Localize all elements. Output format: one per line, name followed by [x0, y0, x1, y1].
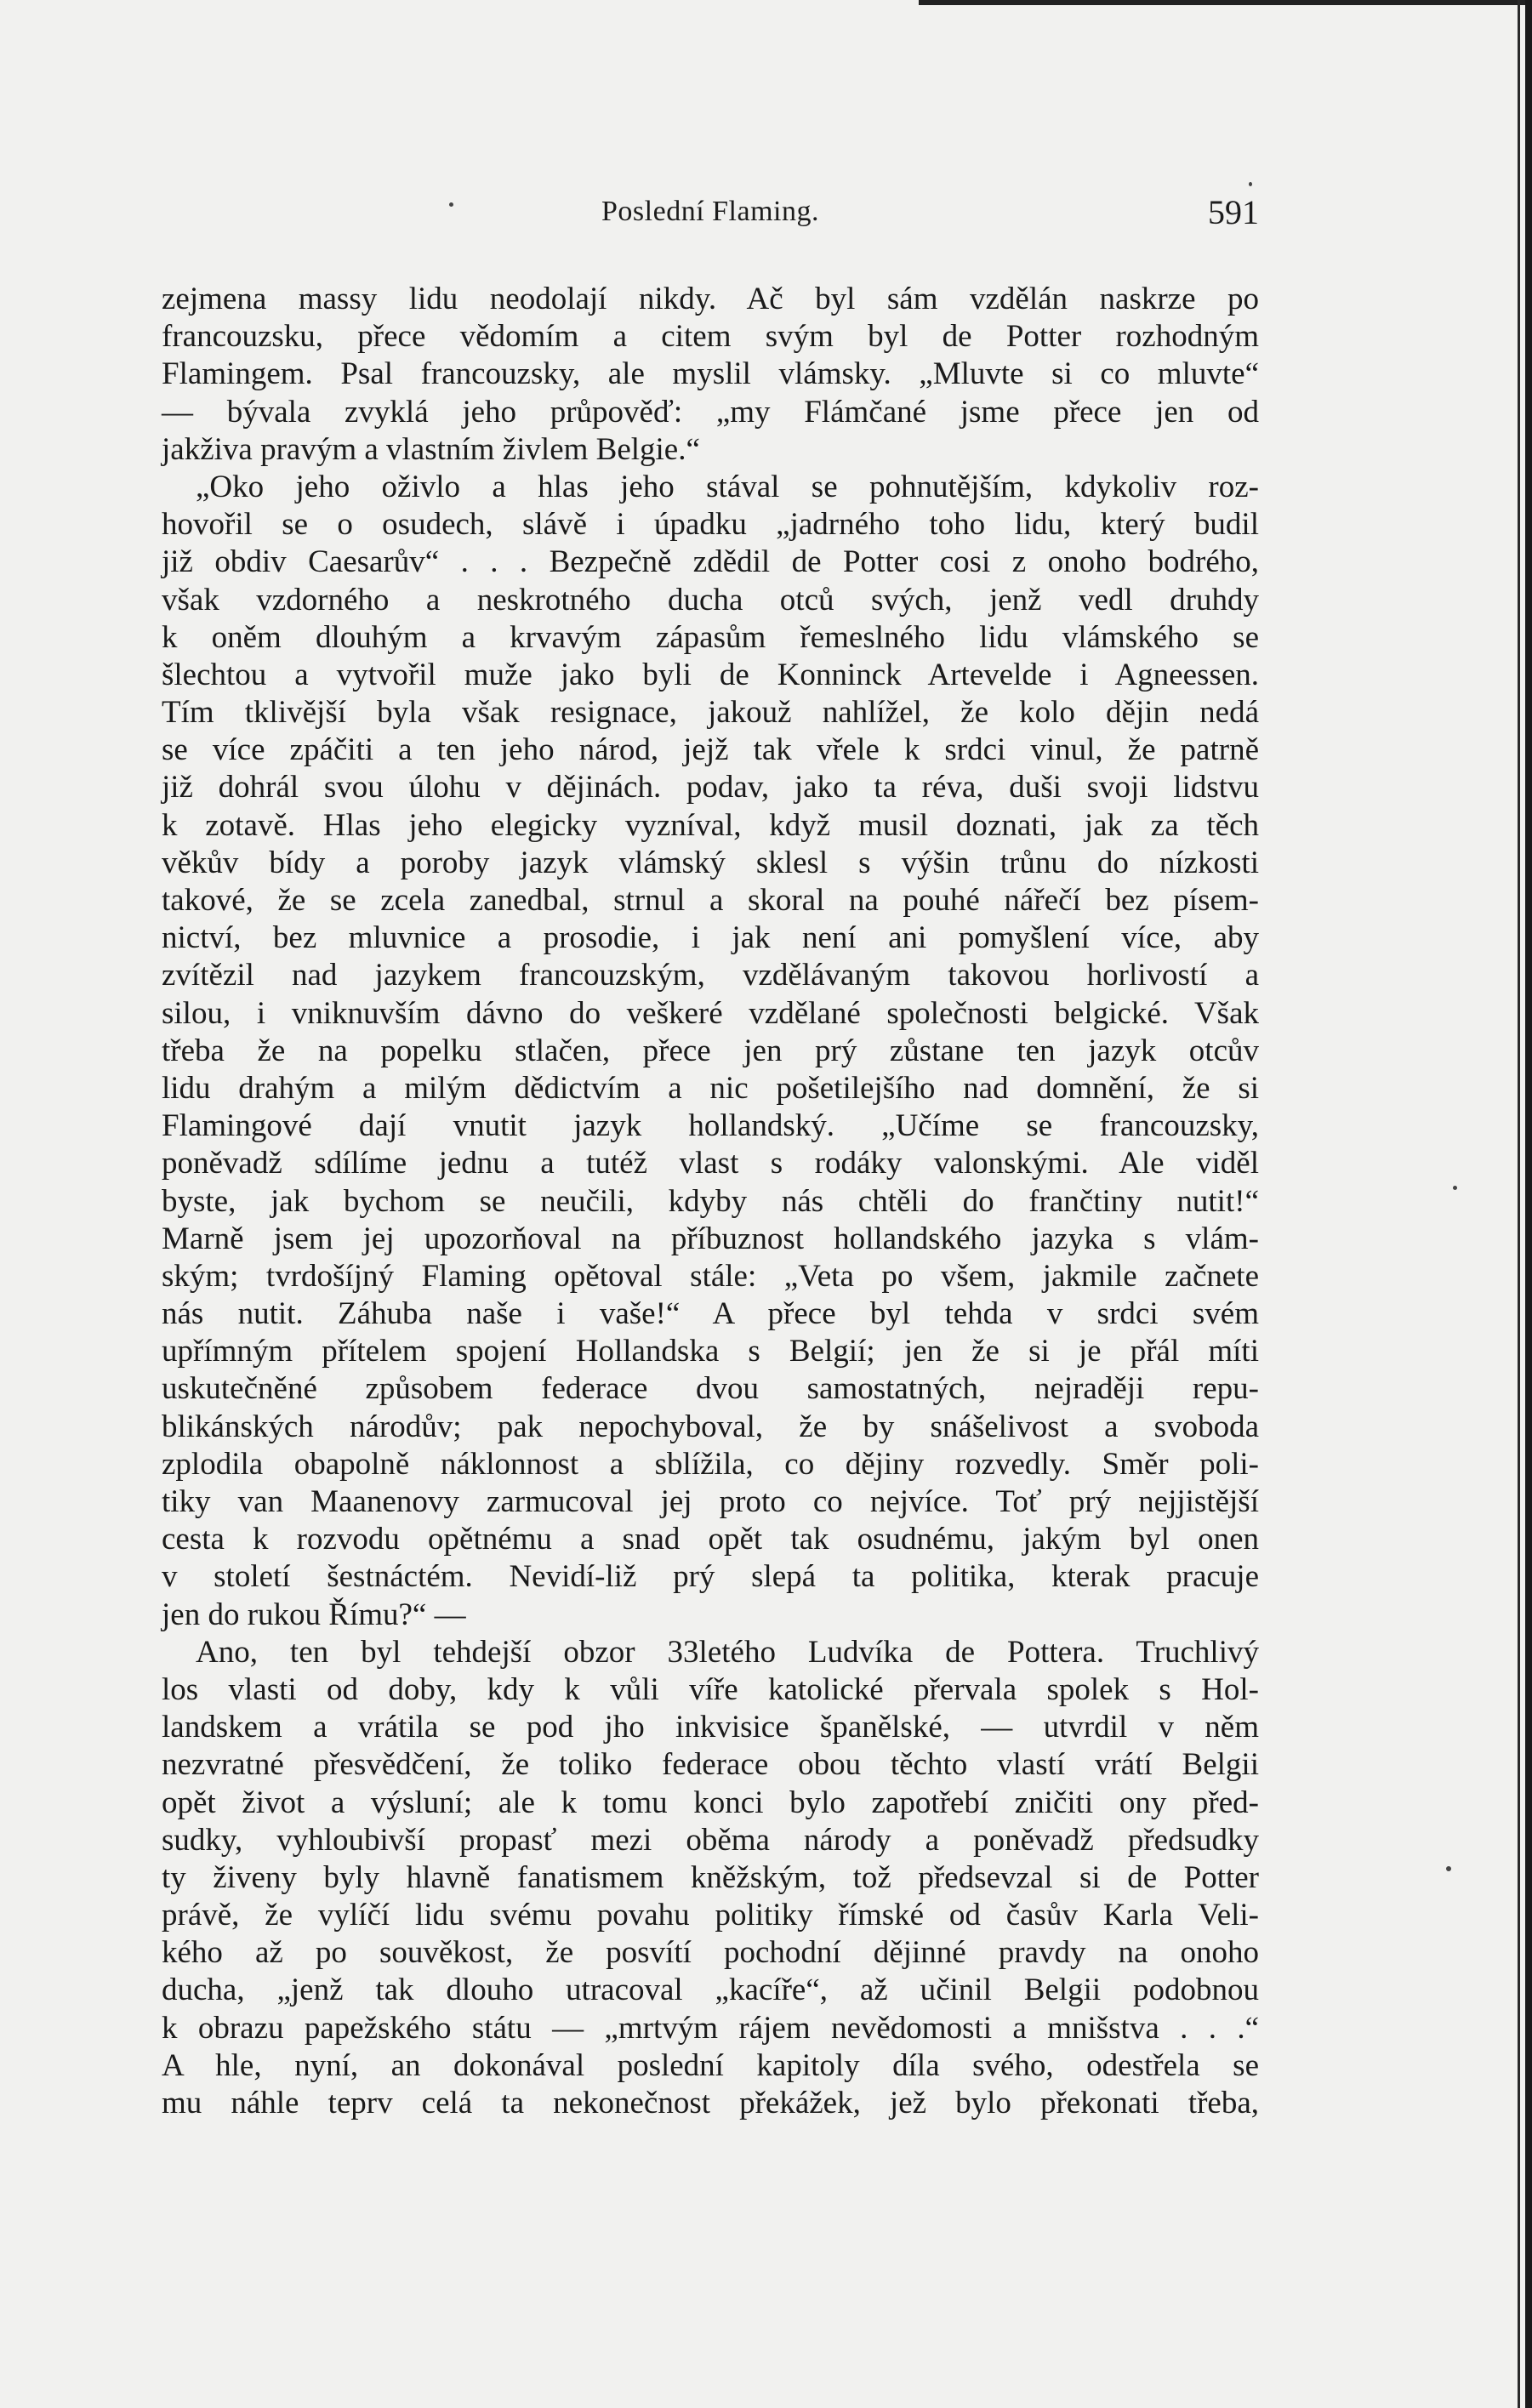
scan-edge-right-inner: [1518, 0, 1520, 2408]
text-line: k obrazu papežského státu — „mrtvým rájem nevědomosti a mnišstva . . .“: [162, 2010, 1259, 2046]
text-line: silou, i vniknuvším dávno do veškeré vzdělané společnosti belgické. Však: [162, 995, 1259, 1031]
text-line: třeba že na popelku stlačen, přece jen prý zůstane ten jazyk otcův: [162, 1033, 1259, 1068]
text-line: k oněm dlouhým a krvavým zápasům řemeslného lidu vlámského se: [162, 619, 1259, 655]
text-line: Flamingem. Psal francouzsky, ale myslil vlámsky. „Mluvte si co mluvte“: [162, 356, 1259, 392]
text-line: A hle, nyní, an dokonával poslední kapitoly díla svého, odestřela se: [162, 2047, 1259, 2083]
text-line: nictví, bez mluvnice a prosodie, i jak není ani pomyšlení více, aby: [162, 920, 1259, 956]
text-line: tiky van Maanenovy zarmucoval jej proto co nejvíce. Toť prý nejjistější: [162, 1484, 1259, 1519]
text-line: takové, že se zcela zanedbal, strnul a skoral na pouhé nářečí bez písem-: [162, 883, 1259, 918]
dust-speck: [1446, 1866, 1451, 1871]
text-line: v století šestnáctém. Nevidí-liž prý slepá ta politika, kterak pracuje: [162, 1559, 1259, 1595]
text-line: cesta k rozvodu opětnému a snad opět tak osudnému, jakým byl onen: [162, 1522, 1259, 1557]
text-line: uskutečněné způsobem federace dvou samostatných, nejraději repu-: [162, 1371, 1259, 1407]
text-line: ducha, „jenž tak dlouho utracoval „kacíře“, až učinil Belgii podobnou: [162, 1973, 1259, 2008]
text-line: byste, jak bychom se neučili, kdyby nás chtěli do frančtiny nutit!“: [162, 1183, 1259, 1219]
text-line: nás nutit. Záhuba naše i vaše!“ A přece byl tehda v srdci svém: [162, 1296, 1259, 1332]
dust-speck: [1453, 1186, 1457, 1190]
text-line: šlechtou a vytvořil muže jako byli de Konninck Artevelde i Agneessen.: [162, 657, 1259, 692]
text-line: francouzsku, přece vědomím a citem svým byl de Potter rozhodným: [162, 319, 1259, 355]
text-line: „Oko jeho oživlo a hlas jeho stával se pohnutějším, kdykoliv roz-: [196, 469, 1259, 504]
scan-edge-top: [919, 0, 1532, 5]
text-line: již obdiv Caesarův“ . . . Bezpečně zdědil de Potter cosi z onoho bodrého,: [162, 544, 1259, 580]
text-line: zvítězil nad jazykem francouzským, vzdělávaným takovou horlivostí a: [162, 958, 1259, 993]
text-line: zplodila obapolně náklonnost a sblížila, co dějiny rozvedly. Směr poli-: [162, 1446, 1259, 1482]
text-line: již dohrál svou úlohu v dějinách. podav, jako ta réva, duši svoji lidstvu: [162, 770, 1259, 806]
text-line: nezvratné přesvědčení, že toliko federace obou těchto vlastí vrátí Belgii: [162, 1747, 1259, 1783]
text-line: se více zpáčiti a ten jeho národ, jejž tak vřele k srdci vinul, že patrně: [162, 732, 1259, 768]
text-line: los vlasti od doby, kdy k vůli víře katolické přervala spolek s Hol-: [162, 1671, 1259, 1707]
text-line: mu náhle teprv celá ta nekonečnost překážek, jež bylo překonati třeba,: [162, 2086, 1259, 2121]
text-line: landskem a vrátila se pod jho inkvisice španělské, — utvrdil v něm: [162, 1710, 1259, 1745]
page-header: [162, 193, 1259, 247]
text-line: zejmena massy lidu neodolají nikdy. Ač byl sám vzdělán naskrze po: [162, 282, 1259, 316]
text-line: upřímným přítelem spojení Hollandska s Belgií; jen že si je přál míti: [162, 1334, 1259, 1369]
dust-speck: [1249, 182, 1252, 186]
running-title: Poslední Flaming.: [601, 196, 819, 227]
text-line: k zotavě. Hlas jeho elegicky vyzníval, když musil doznati, jak za těch: [162, 807, 1259, 843]
text-line: Marně jsem jej upozorňoval na příbuznost hollandského jazyka s vlám-: [162, 1221, 1259, 1256]
text-line: poněvadž sdílíme jednu a tutéž vlast s rodáky valonskými. Ale viděl: [162, 1146, 1259, 1181]
text-line: hovořil se o osudech, slávě i úpadku „jadrného toho lidu, který budil: [162, 507, 1259, 543]
text-line: — bývala zvyklá jeho průpověď: „my Flámčané jsme přece jen od: [162, 394, 1259, 430]
text-line: Flamingové dají vnutit jazyk hollandský. „Učíme se francouzsky,: [162, 1108, 1259, 1144]
text-line: lidu drahým a milým dědictvím a nic pošetilejšího nad domnění, že si: [162, 1070, 1259, 1106]
text-line: právě, že vylíčí lidu svému povahu politiky římské od časův Karla Veli-: [162, 1898, 1259, 1933]
text-line: Ano, ten byl tehdejší obzor 33letého Ludvíka de Pottera. Truchlivý: [196, 1634, 1259, 1670]
page-number: 591: [1208, 193, 1259, 231]
text-line: kého až po souvěkost, že posvítí pochodní dějinné pravdy na onoho: [162, 1935, 1259, 1971]
scan-edge-right: [1525, 0, 1532, 2408]
body-text: [162, 281, 1259, 2122]
text-line: však vzdorného a neskrotného ducha otců svých, jenž vedl druhdy: [162, 582, 1259, 618]
text-line: ty živeny byly hlavně fanatismem kněžským, tož předsevzal si de Potter: [162, 1859, 1259, 1895]
text-line: jen do rukou Římu?“ —: [162, 1597, 466, 1632]
text-line: opět život a výsluní; ale k tomu konci bylo zapotřebí zničiti ony před-: [162, 1785, 1259, 1820]
text-line: ským; tvrdošíjný Flaming opětoval stále: „Veta po všem, jakmile začnete: [162, 1258, 1259, 1294]
text-line: sudky, vyhloubivší propasť mezi oběma národy a poněvadž předsudky: [162, 1822, 1259, 1858]
text-line: jakživa pravým a vlastním živlem Belgie.“: [162, 431, 700, 467]
text-line: Tím tklivější byla však resignace, jakouž nahlížel, že kolo dějin nedá: [162, 695, 1259, 731]
text-line: blikánských národův; pak nepochyboval, že by snášelivost a svoboda: [162, 1409, 1259, 1444]
text-line: věkův bídy a poroby jazyk vlámský sklesl s výšin trůnu do nízkosti: [162, 845, 1259, 880]
